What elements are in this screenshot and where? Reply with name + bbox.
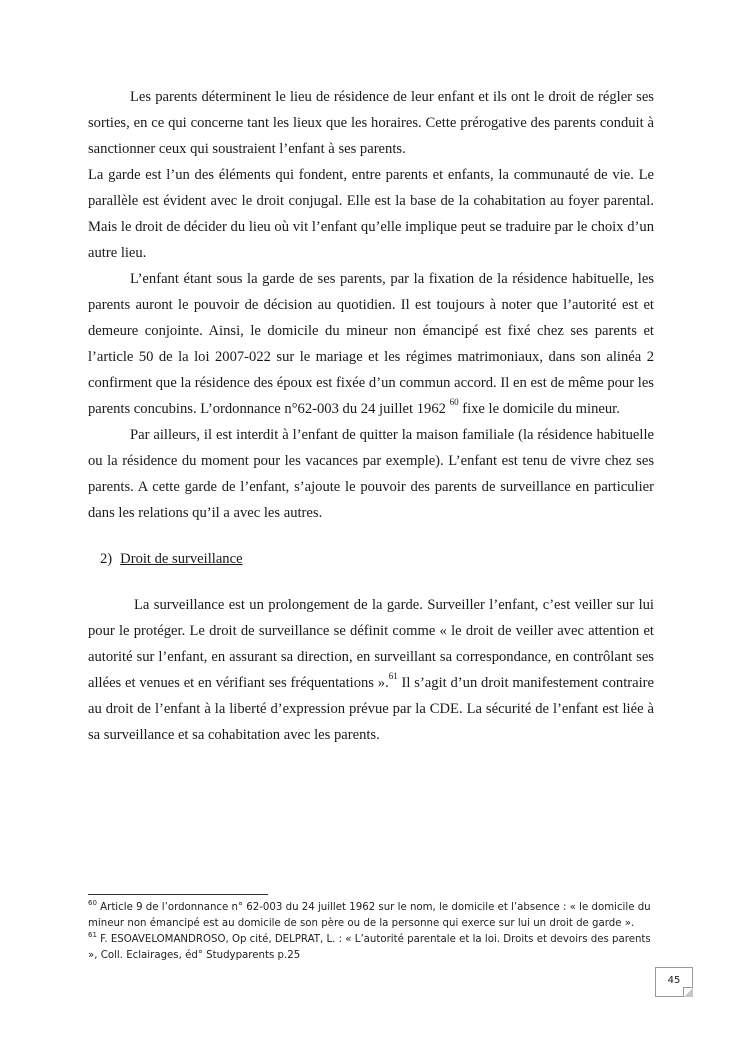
- section-heading-title: Droit de surveillance: [120, 551, 243, 567]
- footnote-61-number: 61: [88, 930, 97, 939]
- page-curl-icon: [683, 987, 693, 997]
- paragraph-autorite: [88, 266, 654, 422]
- paragraph-surveillance-text-1: La surveillance est un prolongement de la garde. Surveiller l’enfant, c’est veiller sur lui pour le protéger. Le droit de surveillance se définit comme « le droit de veiller avec attention et autorité sur l’enfant, en assurant sa direction, en surveillant sa correspondance, en contrôlant ses allées et venues et en vérifiant ses fréquentations ».: [88, 597, 654, 691]
- paragraph-garde: La garde est l’un des éléments qui fondent, entre parents et enfants, la communauté de vie. Le parallèle est évident avec le droit conjugal. Elle est la base de la cohabitation au foyer parental. Mais le droit de décider du lieu où vit l’enfant qu’elle implique peut se traduire par le choix d’un autre lieu.: [88, 167, 654, 261]
- page-body: [88, 84, 654, 748]
- section-heading: [88, 546, 654, 572]
- footnote-60: [88, 900, 658, 932]
- footnote-separator: [88, 894, 268, 895]
- page-number: [655, 967, 693, 997]
- paragraph-surveillance: [88, 592, 654, 748]
- paragraph-residence: Les parents déterminent le lieu de résidence de leur enfant et ils ont le droit de régler ses sorties, en ce qui concerne tant les lieux que les horaires. Cette prérogative des parents conduit à sanctionner ceux qui soustraient l’enfant à ses parents.: [88, 89, 654, 157]
- footnote-60-text: Article 9 de l’ordonnance n° 62-003 du 24 juillet 1962 sur le nom, le domicile et l’absence : « le domicile du mineur non émancipé est au domicile de son père ou de la personne qui exerce sur lui un droit de garde ».: [88, 902, 651, 929]
- section-heading-number: 2): [100, 551, 113, 567]
- footnote-ref-61[interactable]: 61: [388, 671, 398, 682]
- page-number-text: 45: [667, 975, 681, 986]
- paragraph-autorite-text-2: fixe le domicile du mineur.: [458, 401, 620, 417]
- footnote-61-text: F. ESOAVELOMANDROSO, Op cité, DELPRAT, L. : « L’autorité parentale et la loi. Droits et devoirs des parents », Coll. Eclairages, éd° Studyparents p.25: [88, 934, 651, 961]
- paragraph-autorite-text-1: L’enfant étant sous la garde de ses parents, par la fixation de la résidence habituelle, les parents auront le pouvoir de décision au quotidien. Il est toujours à noter que l’autorité est et demeure conjointe. Ainsi, le domicile du mineur non émancipé est fixé chez ses parents et l’article 50 de la loi 2007-022 sur le mariage et les régimes matrimoniaux, dans son alinéa 2 confirment que la résidence des époux est fixée d’un commun accord. Il en est de même pour les parents concubins. L’ordonnance n°62-003 du 24 juillet 1962: [88, 271, 654, 417]
- footnote-61: [88, 932, 658, 964]
- footnote-ref-60[interactable]: 60: [449, 397, 459, 408]
- footnote-60-number: 60: [88, 898, 97, 907]
- paragraph-maison-familiale: Par ailleurs, il est interdit à l’enfant de quitter la maison familiale (la résidence habituelle ou la résidence du moment pour les vacances par exemple). L’enfant est tenu de vivre chez ses parents. A cette garde de l’enfant, s’ajoute le pouvoir des parents de surveillance en particulier dans les relations qu’il a avec les autres.: [88, 427, 654, 521]
- footnotes: [88, 900, 658, 964]
- paragraph-surveillance-text-2: Il s’agit d’un droit manifestement contraire au droit de l’enfant à la liberté d’expression prévue par la CDE. La sécurité de l’enfant est liée à sa surveillance et sa cohabitation avec les parents.: [88, 675, 654, 743]
